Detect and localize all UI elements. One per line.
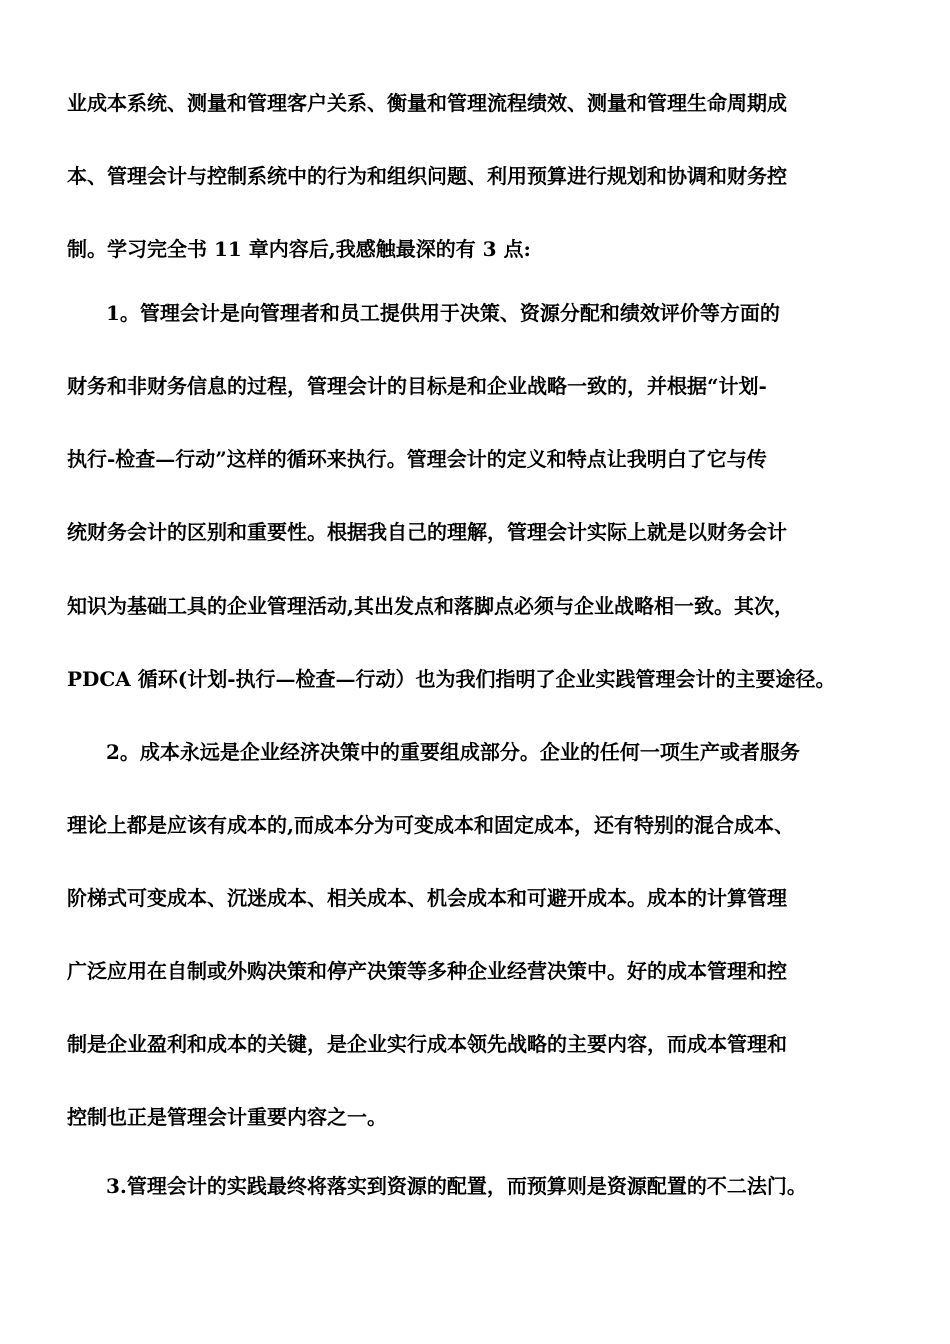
text-line: 控制也正是管理会计重要内容之一。 bbox=[67, 1105, 387, 1129]
text-line: 知识为基础工具的企业管理活动,其出发点和落脚点必须与企业战略相一致。其次， bbox=[67, 594, 794, 618]
text-line: 统财务会计的区别和重要性。根据我自己的理解，管理会计实际上就是以财务会计 bbox=[67, 520, 787, 544]
text-line: 阶梯式可变成本、沉迷成本、相关成本、机会成本和可避开成本。成本的计算管理 bbox=[67, 886, 787, 910]
text-line: 财务和非财务信息的过程，管理会计的目标是和企业战略一致的，并根据“计划- bbox=[67, 374, 767, 398]
text-line: 执行-检查—行动”这样的循环来执行。管理会计的定义和特点让我明白了它与传 bbox=[67, 447, 767, 471]
paragraph-3-start: 3.管理会计的实践最终将落实到资源的配置，而预算则是资源配置的不二法门。 bbox=[106, 1174, 807, 1198]
text-line: 制是企业盈利和成本的关键，是企业实行成本领先战略的主要内容，而成本管理和 bbox=[67, 1032, 787, 1056]
text-line: 业成本系统、测量和管理客户关系、衡量和管理流程绩效、测量和管理生命周期成 bbox=[67, 91, 787, 115]
text-line: 广泛应用在自制或外购决策和停产决策等多种企业经营决策中。好的成本管理和控 bbox=[67, 959, 787, 983]
text-line: PDCA 循环(计划-执行—检查—行动）也为我们指明了企业实践管理会计的主要途径。 bbox=[67, 667, 836, 691]
text-line: 理论上都是应该有成本的,而成本分为可变成本和固定成本，还有特别的混合成本、 bbox=[67, 813, 794, 837]
paragraph-1-start: 1。管理会计是向管理者和员工提供用于决策、资源分配和绩效评价等方面的 bbox=[106, 301, 780, 325]
paragraph-2-start: 2。成本永远是企业经济决策中的重要组成部分。企业的任何一项生产或者服务 bbox=[106, 740, 800, 764]
text-line: 本、管理会计与控制系统中的行为和组织问题、利用预算进行规划和协调和财务控 bbox=[67, 164, 787, 188]
text-line: 制。学习完全书 11 章内容后,我感触最深的有 3 点: bbox=[67, 237, 531, 261]
